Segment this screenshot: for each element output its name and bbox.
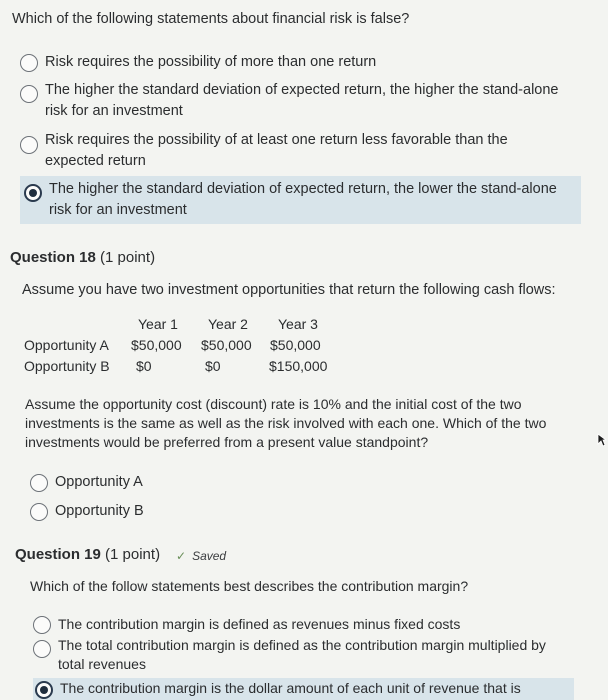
cash-flow-table	[24, 316, 344, 378]
radio-button[interactable]	[20, 136, 38, 154]
cell: $50,000	[270, 337, 321, 353]
q19-option-2[interactable]	[33, 636, 573, 674]
saved-status	[176, 549, 226, 563]
radio-button[interactable]	[33, 616, 51, 634]
saved-label: Saved	[192, 549, 227, 563]
table-header-year-3: Year 3	[278, 316, 318, 332]
q18-title: Question 18	[10, 249, 96, 266]
q18-option-b[interactable]	[30, 501, 144, 522]
option-label: Opportunity B	[55, 503, 144, 519]
q19-header	[15, 546, 160, 563]
radio-button[interactable]	[30, 474, 48, 492]
radio-button[interactable]	[33, 640, 51, 658]
q18-points: (1 point)	[100, 249, 156, 266]
option-label: The higher the standard deviation of expected return, the lower the stand-alone risk for an investment	[49, 181, 557, 218]
option-label: The total contribution margin is defined as the contribution margin multiplied by total revenues	[58, 637, 546, 672]
row-label-opportunity-a: Opportunity A	[24, 337, 109, 353]
radio-button[interactable]	[30, 503, 48, 521]
option-label: The higher the standard deviation of expected return, the higher the stand-alone risk for an investment	[45, 82, 559, 119]
cell: $50,000	[131, 337, 182, 353]
q19-option-3-selected[interactable]	[33, 678, 574, 700]
q17-option-3[interactable]	[20, 130, 585, 172]
option-label: The contribution margin is the dollar amount of each unit of revenue that is	[60, 680, 521, 696]
q18-prompt: Assume you have two investment opportunities that return the following cash flows:	[22, 282, 556, 298]
q17-prompt: Which of the following statements about financial risk is false?	[12, 11, 410, 27]
radio-button-selected[interactable]	[24, 184, 42, 202]
q18-body: Assume the opportunity cost (discount) rate is 10% and the initial cost of the two investments is the same as well as the risk involved with each one. Which of the two investments would be preferred from a present value standpoint?	[25, 396, 547, 450]
cell: $0	[205, 358, 221, 374]
table-header-year-1: Year 1	[138, 316, 178, 332]
q18-option-a[interactable]	[30, 472, 143, 493]
q19-prompt: Which of the follow statements best describes the contribution margin?	[30, 578, 469, 594]
q17-option-1[interactable]	[20, 52, 580, 73]
option-label: Risk requires the possibility of more than one return	[45, 54, 377, 70]
option-label: The contribution margin is defined as revenues minus fixed costs	[58, 616, 461, 632]
q19-points: (1 point)	[105, 546, 161, 563]
table-header-year-2: Year 2	[208, 316, 248, 332]
cell: $150,000	[269, 358, 328, 374]
q19-title: Question 19	[15, 546, 101, 563]
cell: $0	[136, 358, 152, 374]
radio-button[interactable]	[20, 85, 38, 103]
option-label: Opportunity A	[55, 474, 143, 490]
check-icon: ✓	[176, 549, 187, 563]
q17-option-2[interactable]	[20, 80, 585, 122]
cell: $50,000	[201, 337, 252, 353]
q19-option-1[interactable]	[33, 614, 573, 635]
row-label-opportunity-b: Opportunity B	[24, 358, 110, 374]
q17-option-4-selected[interactable]	[20, 176, 581, 224]
option-label: Risk requires the possibility of at least one return less favorable than the expected return	[45, 132, 508, 169]
q18-header	[10, 249, 155, 266]
radio-button[interactable]	[20, 54, 38, 72]
mouse-cursor-icon	[597, 433, 607, 447]
radio-button-selected[interactable]	[35, 681, 53, 699]
